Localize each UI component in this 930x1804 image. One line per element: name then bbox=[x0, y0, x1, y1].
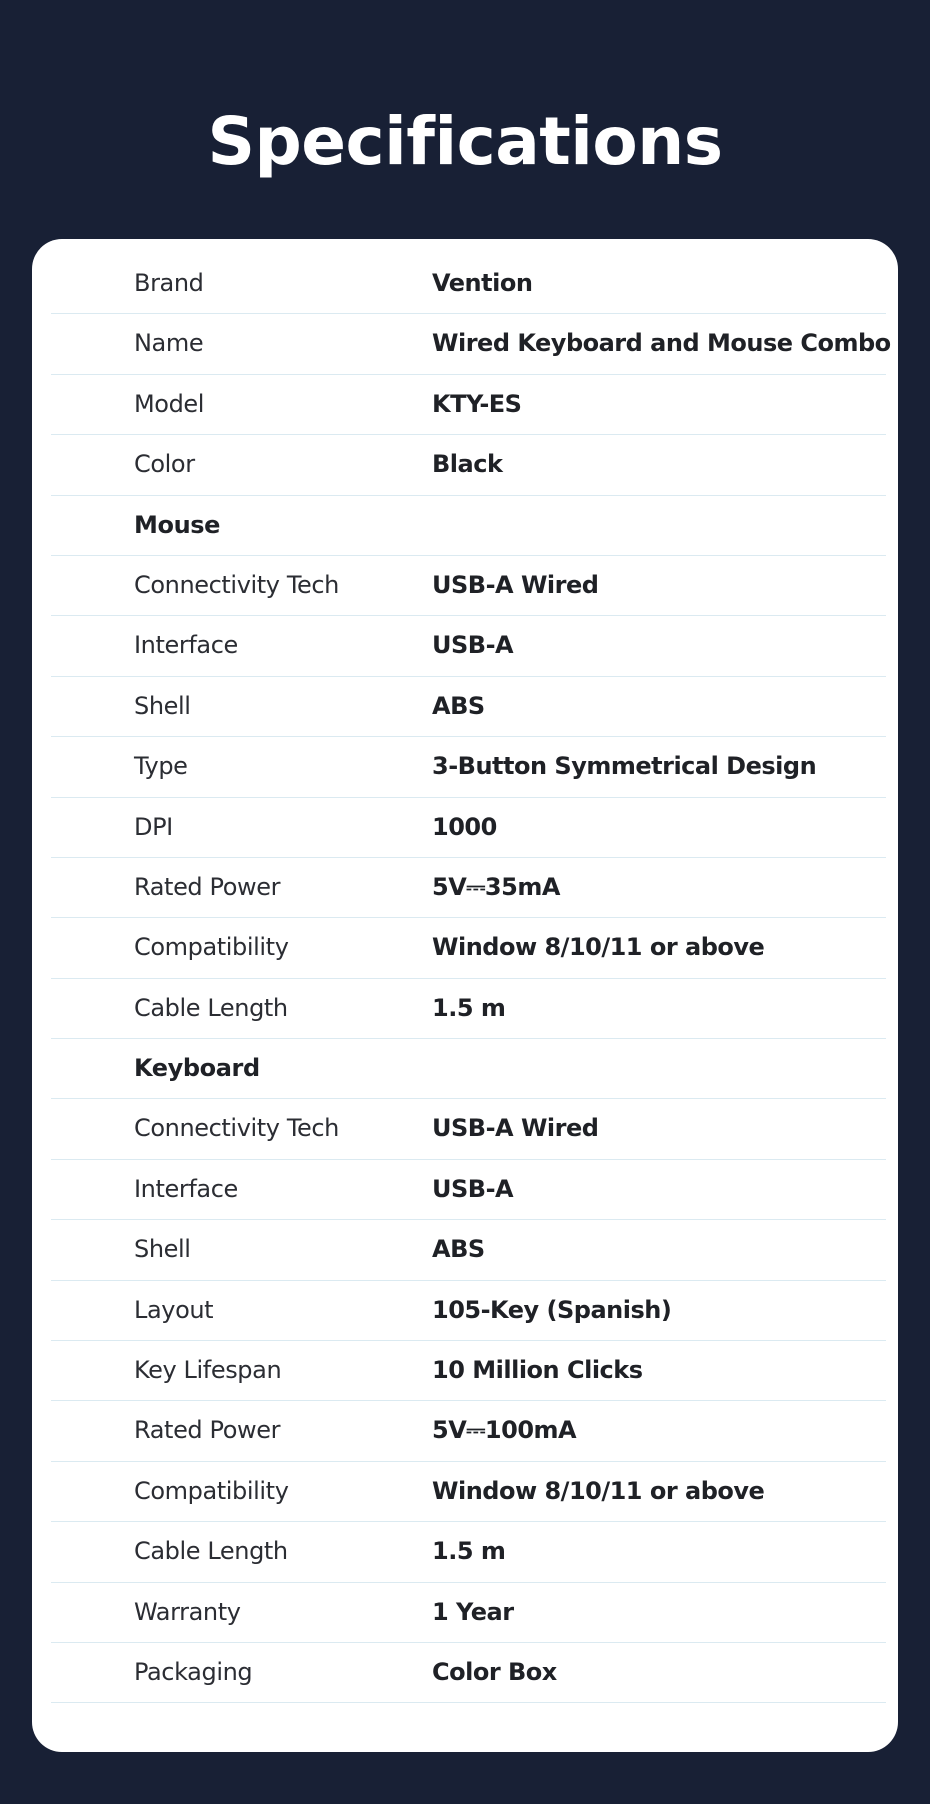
spec-value: 5V⎓35mA bbox=[432, 872, 560, 901]
spec-label: Warranty bbox=[134, 1597, 241, 1626]
spec-value: 3-Button Symmetrical Design bbox=[432, 752, 817, 781]
spec-value: 1000 bbox=[432, 812, 497, 841]
section-title: Keyboard bbox=[134, 1054, 260, 1083]
spec-value: 1.5 m bbox=[432, 993, 506, 1022]
spec-row bbox=[51, 798, 886, 858]
spec-label: Interface bbox=[134, 631, 238, 660]
spec-value: Vention bbox=[432, 269, 533, 297]
spec-value: Window 8/10/11 or above bbox=[432, 1476, 765, 1505]
spec-label: Connectivity Tech bbox=[134, 570, 339, 599]
spec-value: Color Box bbox=[432, 1657, 557, 1686]
spec-value: ABS bbox=[432, 691, 485, 720]
spec-row bbox=[51, 1401, 886, 1461]
spec-label: Color bbox=[134, 450, 195, 479]
spec-label: Compatibility bbox=[134, 933, 289, 962]
spec-value: USB-A bbox=[432, 631, 514, 660]
spec-label: Brand bbox=[134, 269, 204, 297]
spec-row bbox=[51, 375, 886, 435]
spec-row bbox=[51, 556, 886, 616]
spec-value: Black bbox=[432, 450, 503, 479]
spec-row bbox=[51, 979, 886, 1039]
spec-label: Layout bbox=[134, 1295, 214, 1324]
spec-row bbox=[51, 254, 886, 314]
spec-label: Connectivity Tech bbox=[134, 1114, 339, 1143]
spec-row bbox=[51, 1462, 886, 1522]
spec-label: Packaging bbox=[134, 1657, 253, 1686]
spec-label: Interface bbox=[134, 1174, 238, 1203]
spec-value: Window 8/10/11 or above bbox=[432, 933, 765, 962]
section-title: Mouse bbox=[134, 510, 221, 539]
spec-row bbox=[51, 677, 886, 737]
spec-label: Name bbox=[134, 329, 204, 358]
spec-label: Rated Power bbox=[134, 872, 281, 901]
spec-value: 1 Year bbox=[432, 1597, 514, 1626]
spec-row bbox=[51, 314, 891, 374]
spec-label: Shell bbox=[134, 1235, 191, 1264]
spec-row bbox=[51, 737, 886, 797]
spec-label: Rated Power bbox=[134, 1416, 281, 1445]
spec-row bbox=[51, 1281, 886, 1341]
spec-row bbox=[51, 435, 886, 495]
spec-value: 105-Key (Spanish) bbox=[432, 1295, 672, 1324]
spec-label: Type bbox=[134, 752, 188, 781]
spec-value: USB-A bbox=[432, 1174, 514, 1203]
spec-label: Cable Length bbox=[134, 993, 288, 1022]
spec-label: Key Lifespan bbox=[134, 1356, 282, 1385]
spec-label: Shell bbox=[134, 691, 191, 720]
spec-label: Cable Length bbox=[134, 1537, 288, 1566]
spec-value: USB-A Wired bbox=[432, 570, 599, 599]
spec-row bbox=[51, 1220, 886, 1280]
spec-label: Compatibility bbox=[134, 1476, 289, 1505]
spec-value: 5V⎓100mA bbox=[432, 1416, 577, 1445]
spec-table bbox=[32, 239, 898, 1752]
spec-value: KTY-ES bbox=[432, 389, 522, 418]
spec-value: 1.5 m bbox=[432, 1537, 506, 1566]
spec-row bbox=[51, 1583, 886, 1643]
spec-row bbox=[51, 858, 886, 918]
spec-value: ABS bbox=[432, 1235, 485, 1264]
section-header-row bbox=[51, 496, 886, 556]
spec-label: DPI bbox=[134, 812, 173, 841]
spec-label: Model bbox=[134, 389, 205, 418]
spec-row bbox=[51, 1341, 886, 1401]
spec-row bbox=[51, 1522, 886, 1582]
spec-row bbox=[51, 616, 886, 676]
spec-value: 10 Million Clicks bbox=[432, 1356, 643, 1385]
spec-value: USB-A Wired bbox=[432, 1114, 599, 1143]
spec-value: Wired Keyboard and Mouse Combo bbox=[432, 329, 891, 358]
spec-row bbox=[51, 1099, 886, 1159]
spec-row bbox=[51, 1643, 886, 1703]
spec-row bbox=[51, 1160, 886, 1220]
page-title: Specifications bbox=[207, 103, 723, 180]
section-header-row bbox=[51, 1039, 886, 1099]
spec-row bbox=[51, 918, 886, 978]
